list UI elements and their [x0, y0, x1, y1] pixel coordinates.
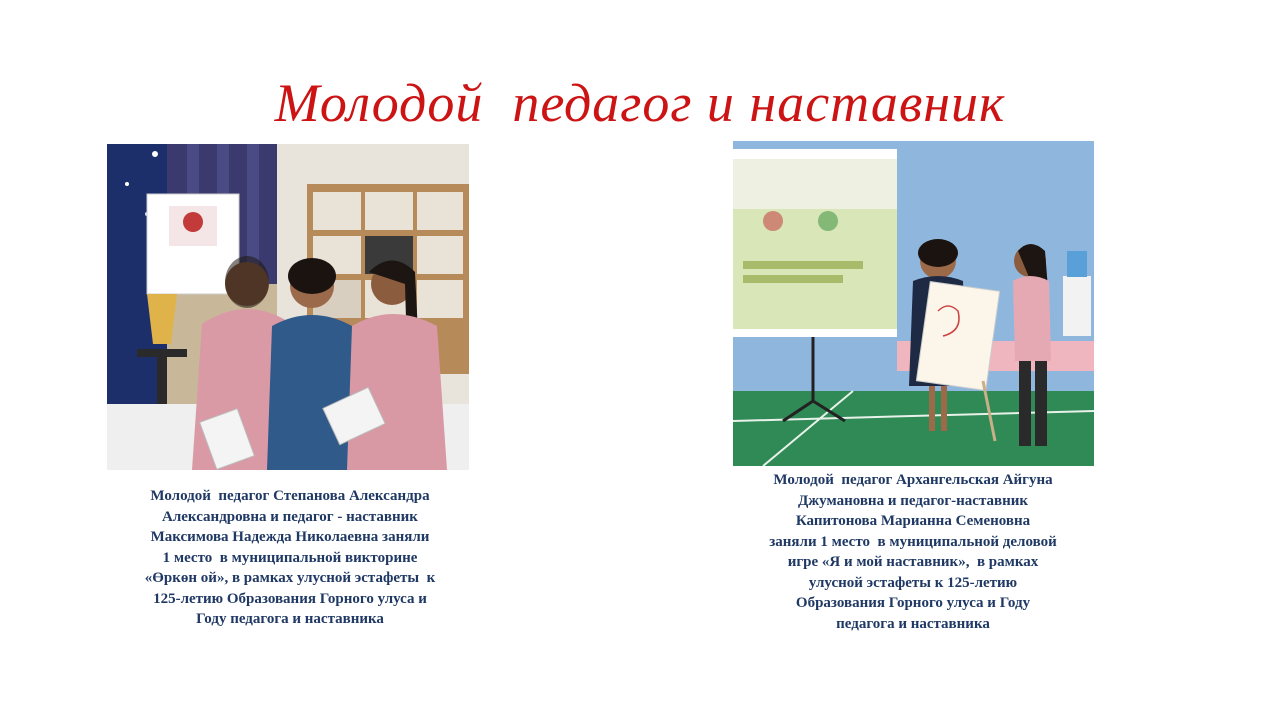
photo-right	[733, 141, 1094, 466]
photo-left	[107, 144, 469, 470]
caption-left: Молодой педагог Степанова Александра Александровна и педагог - наставник Максимова Надежда Николаевна заняли 1 место в муниципальной викторине «Өркөн ой», в рамках улусной эстафеты к 125-летию Образования Горного улуса и Году педагога и наставника	[144, 488, 436, 627]
caption-right: Молодой педагог Архангельская Айгуна Джумановна и педагог-наставник Капитонова Марианна Семеновна заняли 1 место в муниципальной деловой игре «Я и мой наставник», в рамках улусной эстафеты к 125-летию Образования Горного улуса и Году педагога и наставника	[769, 472, 1057, 632]
slide-title: Молодой педагог и наставник	[274, 73, 1006, 133]
